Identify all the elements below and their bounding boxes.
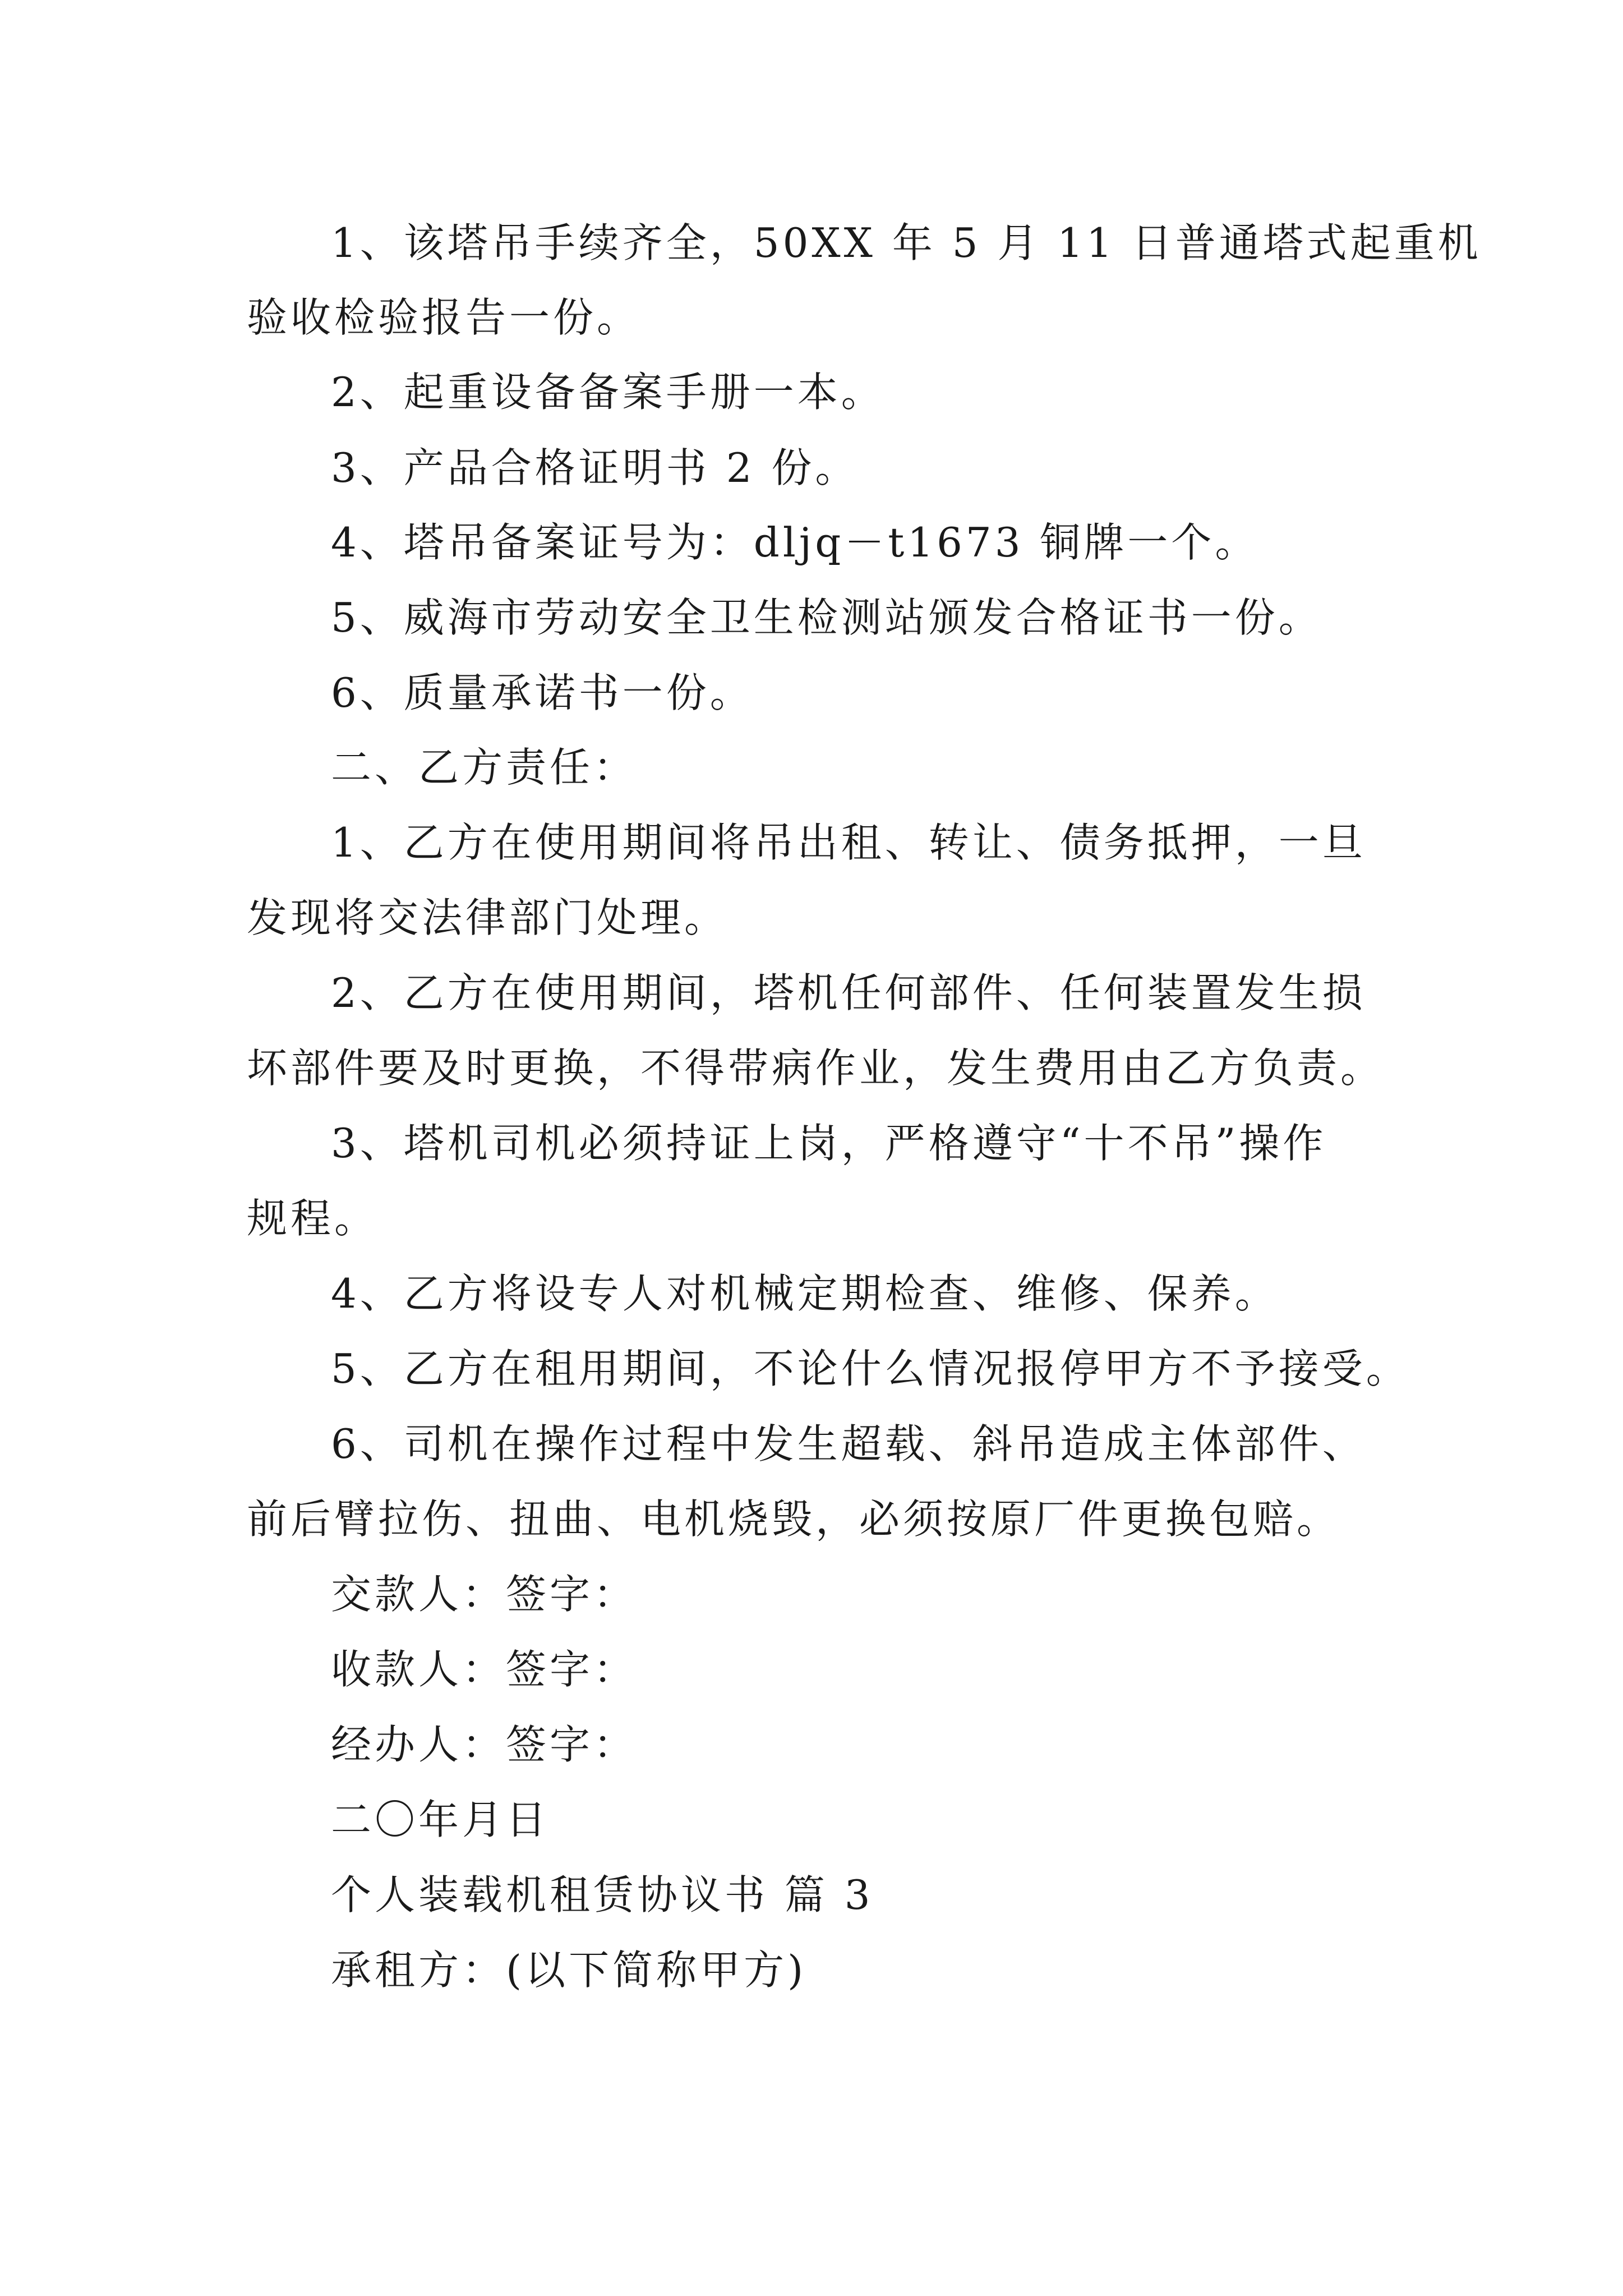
duty-6-line-2: 前后臂拉伤、扭曲、电机烧毁，必须按原厂件更换包赔。 xyxy=(247,1496,1341,1543)
receiver-signature-line: 收款人：签字： xyxy=(331,1646,638,1693)
duty-1-line-1: 1、乙方在使用期间将吊出租、转让、债务抵押，一旦 xyxy=(331,819,1366,866)
duty-6-line-1: 6、司机在操作过程中发生超载、斜吊造成主体部件、 xyxy=(331,1420,1366,1467)
item-3: 3、产品合格证明书 2 份。 xyxy=(331,444,859,491)
duty-5: 5、乙方在租用期间，不论什么情况报停甲方不予接受。 xyxy=(331,1345,1410,1392)
duty-2-line-2: 坏部件要及时更换，不得带病作业，发生费用由乙方负责。 xyxy=(247,1045,1385,1092)
handler-signature-line: 经办人：签字： xyxy=(331,1721,638,1768)
duty-3-line-2: 规程。 xyxy=(247,1195,379,1242)
duty-2-line-1: 2、乙方在使用期间，塔机任何部件、任何装置发生损 xyxy=(331,969,1366,1016)
item-6: 6、质量承诺书一份。 xyxy=(331,669,754,716)
payer-signature-line: 交款人：签字： xyxy=(331,1571,638,1618)
next-section-title: 个人装载机租赁协议书 篇 3 xyxy=(331,1871,874,1918)
date-line: 二〇年月日 xyxy=(331,1796,550,1843)
item-2: 2、起重设备备案手册一本。 xyxy=(331,369,885,416)
item-4: 4、塔吊备案证号为：dljq－t1673 铜牌一个。 xyxy=(331,519,1259,566)
item-1-line-2: 验收检验报告一份。 xyxy=(247,294,641,341)
duty-4: 4、乙方将设专人对机械定期检查、维修、保养。 xyxy=(331,1270,1279,1317)
duty-3-line-1: 3、塔机司机必须持证上岗，严格遵守“十不吊”操作 xyxy=(331,1120,1327,1167)
section-heading: 二、乙方责任： xyxy=(331,744,638,791)
lessee-line: 承租方：(以下简称甲方) xyxy=(331,1947,807,1994)
item-1-line-1: 1、该塔吊手续齐全，50XX 年 5 月 11 日普通塔式起重机 xyxy=(331,219,1482,266)
item-5: 5、威海市劳动安全卫生检测站颁发合格证书一份。 xyxy=(331,594,1322,641)
duty-1-line-2: 发现将交法律部门处理。 xyxy=(247,894,728,941)
